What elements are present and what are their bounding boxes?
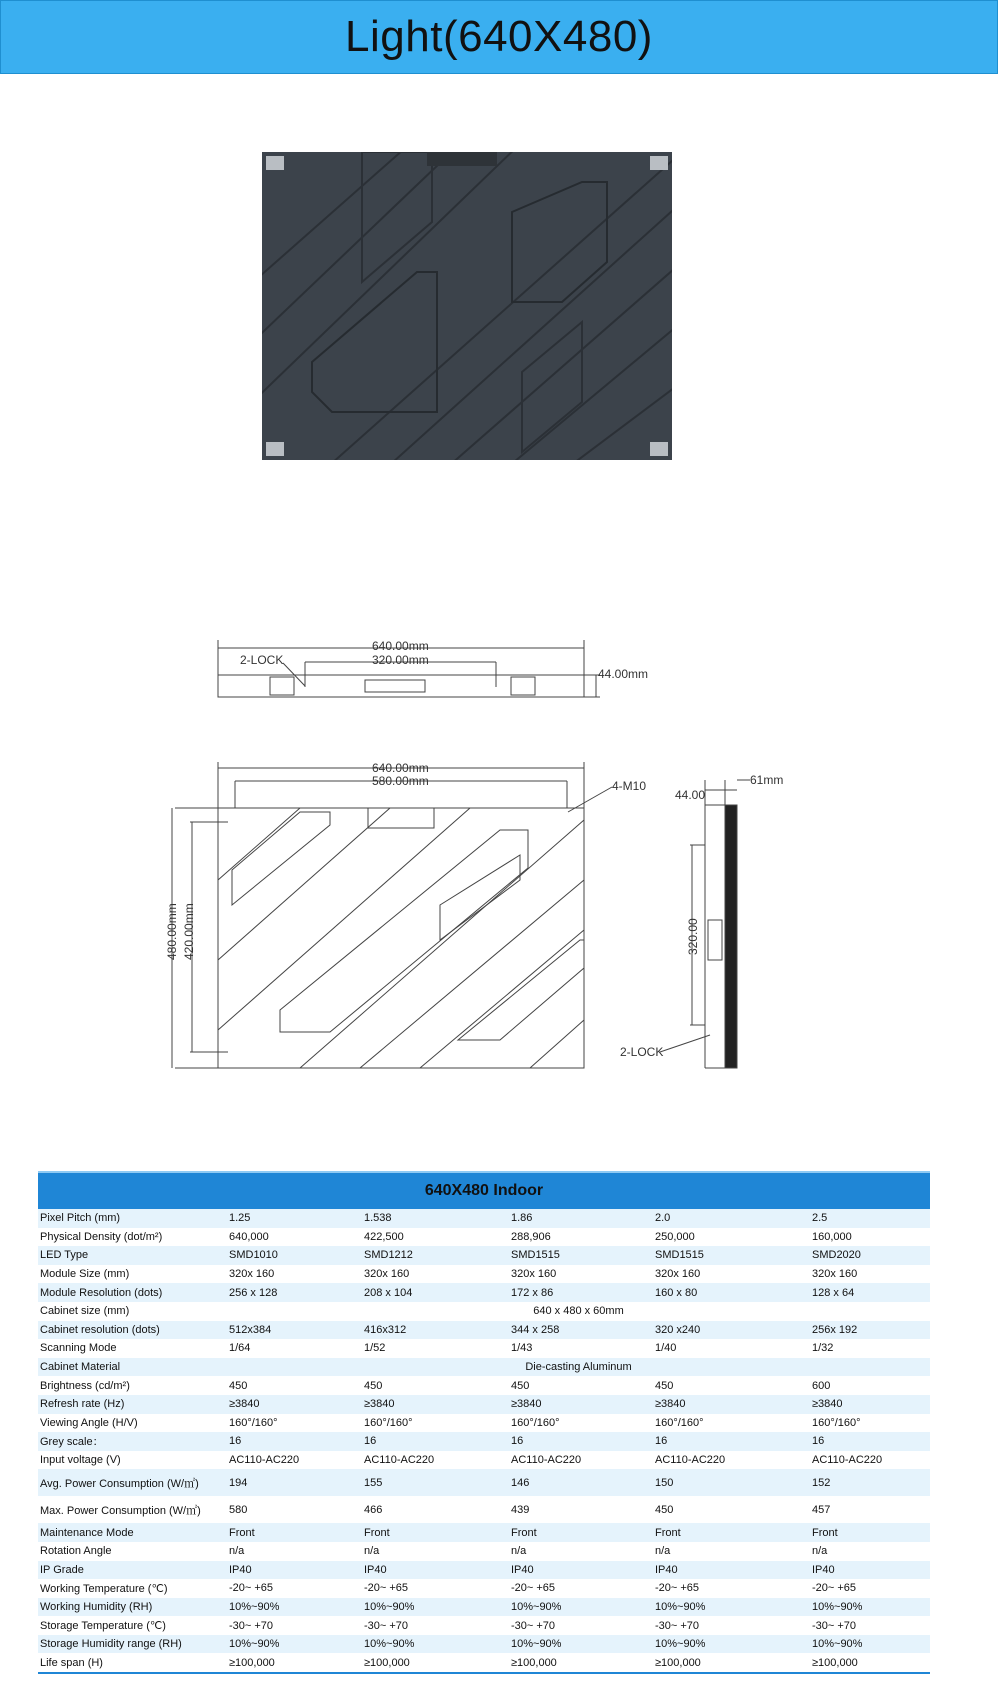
spec-label: Storage Temperature (℃) bbox=[38, 1616, 227, 1635]
spec-value: 16 bbox=[227, 1432, 362, 1451]
spec-value: 1.25 bbox=[227, 1209, 362, 1228]
spec-value: 152 bbox=[810, 1469, 930, 1496]
spec-label: IP Grade bbox=[38, 1561, 227, 1580]
spec-value: 10%~90% bbox=[810, 1598, 930, 1617]
spec-label: Maintenance Mode bbox=[38, 1523, 227, 1542]
spec-row bbox=[38, 1358, 930, 1377]
spec-value: 155 bbox=[362, 1469, 509, 1496]
spec-value: 256 x 128 bbox=[227, 1283, 362, 1302]
spec-label: Grey scale： bbox=[38, 1432, 227, 1451]
spec-label: Cabinet resolution (dots) bbox=[38, 1321, 227, 1340]
spec-row bbox=[38, 1496, 930, 1523]
spec-row bbox=[38, 1561, 930, 1580]
spec-row bbox=[38, 1635, 930, 1654]
spec-row bbox=[38, 1451, 930, 1470]
spec-value: 150 bbox=[653, 1469, 810, 1496]
spec-value: 160°/160° bbox=[227, 1414, 362, 1433]
spec-value: 10%~90% bbox=[509, 1598, 653, 1617]
spec-value: 10%~90% bbox=[810, 1635, 930, 1654]
spec-value: ≥100,000 bbox=[810, 1653, 930, 1673]
spec-value: -30~ +70 bbox=[509, 1616, 653, 1635]
spec-row bbox=[38, 1653, 930, 1673]
spec-value: IP40 bbox=[653, 1561, 810, 1580]
spec-value: 457 bbox=[810, 1496, 930, 1523]
spec-value: 450 bbox=[509, 1376, 653, 1395]
top-depth-dimension: 44.00mm bbox=[598, 667, 649, 681]
spec-label: Pixel Pitch (mm) bbox=[38, 1209, 227, 1228]
spec-value: SMD2020 bbox=[810, 1246, 930, 1265]
bolt-label: 4-M10 bbox=[612, 779, 647, 793]
page-title: Light(640X480) bbox=[345, 12, 653, 61]
spec-value: 1.86 bbox=[509, 1209, 653, 1228]
spec-value: 16 bbox=[653, 1432, 810, 1451]
spec-row bbox=[38, 1283, 930, 1302]
top-pitch-dimension: 320.00mm bbox=[372, 653, 429, 667]
side-total-dimension: 61mm bbox=[750, 773, 784, 787]
spec-value: ≥3840 bbox=[227, 1395, 362, 1414]
spec-label: Life span (H) bbox=[38, 1653, 227, 1673]
spec-row bbox=[38, 1339, 930, 1358]
spec-row bbox=[38, 1265, 930, 1284]
spec-value: ≥100,000 bbox=[362, 1653, 509, 1673]
spec-value: 450 bbox=[653, 1376, 810, 1395]
spec-value: 450 bbox=[653, 1496, 810, 1523]
spec-label: Module Size (mm) bbox=[38, 1265, 227, 1284]
spec-value: IP40 bbox=[810, 1561, 930, 1580]
spec-value: 1/40 bbox=[653, 1339, 810, 1358]
spec-value: SMD1515 bbox=[653, 1246, 810, 1265]
spec-value: Front bbox=[362, 1523, 509, 1542]
spec-value: 320x 160 bbox=[362, 1265, 509, 1284]
spec-label: Module Resolution (dots) bbox=[38, 1283, 227, 1302]
spec-value: -20~ +65 bbox=[362, 1579, 509, 1598]
spec-value: Die-casting Aluminum bbox=[227, 1358, 930, 1377]
spec-value: 10%~90% bbox=[362, 1598, 509, 1617]
spec-value: 320x 160 bbox=[227, 1265, 362, 1284]
spec-value: 1/43 bbox=[509, 1339, 653, 1358]
spec-value: 1/32 bbox=[810, 1339, 930, 1358]
main-width-dimension: 640.00mm bbox=[372, 761, 429, 775]
spec-value: 320x 160 bbox=[810, 1265, 930, 1284]
spec-value: 288,906 bbox=[509, 1228, 653, 1247]
spec-value: 320 x240 bbox=[653, 1321, 810, 1340]
spec-label: Scanning Mode bbox=[38, 1339, 227, 1358]
spec-value: -20~ +65 bbox=[653, 1579, 810, 1598]
spec-row bbox=[38, 1321, 930, 1340]
spec-value: 580 bbox=[227, 1496, 362, 1523]
spec-value: IP40 bbox=[509, 1561, 653, 1580]
spec-label: Viewing Angle (H/V) bbox=[38, 1414, 227, 1433]
spec-value: 2.5 bbox=[810, 1209, 930, 1228]
spec-value: 172 x 86 bbox=[509, 1283, 653, 1302]
cabinet-photo bbox=[262, 152, 672, 460]
main-inner-width-dimension: 580.00mm bbox=[372, 774, 429, 788]
spec-value: 512x384 bbox=[227, 1321, 362, 1340]
spec-label: Avg. Power Consumption (W/㎡) bbox=[38, 1469, 227, 1496]
spec-value: ≥100,000 bbox=[509, 1653, 653, 1673]
spec-value: 128 x 64 bbox=[810, 1283, 930, 1302]
spec-value: -20~ +65 bbox=[810, 1579, 930, 1598]
spec-value: Front bbox=[810, 1523, 930, 1542]
main-height-dimension: 480.00mm bbox=[165, 903, 179, 960]
spec-value: AC110-AC220 bbox=[362, 1451, 509, 1470]
spec-table-title: 640X480 Indoor bbox=[38, 1172, 930, 1209]
spec-value: 10%~90% bbox=[509, 1635, 653, 1654]
spec-label: Physical Density (dot/m²) bbox=[38, 1228, 227, 1247]
spec-value: 194 bbox=[227, 1469, 362, 1496]
spec-value: 160°/160° bbox=[362, 1414, 509, 1433]
spec-label: Brightness (cd/m²) bbox=[38, 1376, 227, 1395]
spec-value: 1/64 bbox=[227, 1339, 362, 1358]
spec-value: 600 bbox=[810, 1376, 930, 1395]
spec-row bbox=[38, 1302, 930, 1321]
header-bar bbox=[0, 0, 998, 74]
spec-value: 450 bbox=[227, 1376, 362, 1395]
spec-table bbox=[38, 1171, 930, 1674]
spec-value: n/a bbox=[227, 1542, 362, 1561]
spec-value: 2.0 bbox=[653, 1209, 810, 1228]
spec-row bbox=[38, 1246, 930, 1265]
spec-row bbox=[38, 1395, 930, 1414]
spec-row bbox=[38, 1414, 930, 1433]
side-pitch-dimension: 320.00 bbox=[686, 918, 700, 955]
spec-value: 160°/160° bbox=[509, 1414, 653, 1433]
spec-value: 1.538 bbox=[362, 1209, 509, 1228]
spec-value: SMD1212 bbox=[362, 1246, 509, 1265]
spec-value: ≥3840 bbox=[509, 1395, 653, 1414]
spec-value: IP40 bbox=[362, 1561, 509, 1580]
spec-value: 422,500 bbox=[362, 1228, 509, 1247]
spec-value: ≥100,000 bbox=[227, 1653, 362, 1673]
spec-value: 160,000 bbox=[810, 1228, 930, 1247]
spec-value: n/a bbox=[653, 1542, 810, 1561]
spec-value: 208 x 104 bbox=[362, 1283, 509, 1302]
top-lock-label: 2-LOCK bbox=[240, 653, 284, 667]
spec-row bbox=[38, 1209, 930, 1228]
spec-label: Working Humidity (RH) bbox=[38, 1598, 227, 1617]
spec-label: LED Type bbox=[38, 1246, 227, 1265]
spec-value: ≥3840 bbox=[362, 1395, 509, 1414]
spec-row bbox=[38, 1469, 930, 1496]
spec-label: Refresh rate (Hz) bbox=[38, 1395, 227, 1414]
spec-value: 450 bbox=[362, 1376, 509, 1395]
spec-value: ≥3840 bbox=[653, 1395, 810, 1414]
spec-value: 10%~90% bbox=[362, 1635, 509, 1654]
spec-value: n/a bbox=[362, 1542, 509, 1561]
spec-value: AC110-AC220 bbox=[509, 1451, 653, 1470]
spec-value: 160 x 80 bbox=[653, 1283, 810, 1302]
spec-row bbox=[38, 1616, 930, 1635]
spec-value: 466 bbox=[362, 1496, 509, 1523]
spec-value: -30~ +70 bbox=[227, 1616, 362, 1635]
spec-value: 160°/160° bbox=[810, 1414, 930, 1433]
spec-value: 16 bbox=[509, 1432, 653, 1451]
spec-value: ≥100,000 bbox=[653, 1653, 810, 1673]
spec-value: 10%~90% bbox=[227, 1635, 362, 1654]
spec-label: Cabinet size (mm) bbox=[38, 1302, 227, 1321]
spec-value: -30~ +70 bbox=[653, 1616, 810, 1635]
spec-value: -30~ +70 bbox=[362, 1616, 509, 1635]
spec-row bbox=[38, 1542, 930, 1561]
spec-row bbox=[38, 1598, 930, 1617]
spec-value: Front bbox=[509, 1523, 653, 1542]
side-depth-dimension: 44.00 bbox=[675, 788, 706, 802]
spec-value: 16 bbox=[362, 1432, 509, 1451]
spec-row bbox=[38, 1376, 930, 1395]
spec-value: 320x 160 bbox=[653, 1265, 810, 1284]
spec-value: Front bbox=[653, 1523, 810, 1542]
spec-value: 320x 160 bbox=[509, 1265, 653, 1284]
side-lock-label: 2-LOCK bbox=[620, 1045, 664, 1059]
spec-row bbox=[38, 1579, 930, 1598]
spec-value: 10%~90% bbox=[227, 1598, 362, 1617]
spec-value: 10%~90% bbox=[653, 1598, 810, 1617]
spec-label: Working Temperature (℃) bbox=[38, 1579, 227, 1598]
spec-value: 344 x 258 bbox=[509, 1321, 653, 1340]
spec-value: 1/52 bbox=[362, 1339, 509, 1358]
spec-value: 10%~90% bbox=[653, 1635, 810, 1654]
spec-value: ≥3840 bbox=[810, 1395, 930, 1414]
spec-row bbox=[38, 1523, 930, 1542]
spec-label: Max. Power Consumption (W/㎡) bbox=[38, 1496, 227, 1523]
spec-value: Front bbox=[227, 1523, 362, 1542]
spec-row bbox=[38, 1432, 930, 1451]
spec-label: Rotation Angle bbox=[38, 1542, 227, 1561]
spec-value: SMD1515 bbox=[509, 1246, 653, 1265]
spec-value: 439 bbox=[509, 1496, 653, 1523]
spec-row bbox=[38, 1228, 930, 1247]
spec-value: -20~ +65 bbox=[509, 1579, 653, 1598]
spec-value: AC110-AC220 bbox=[227, 1451, 362, 1470]
spec-value: -30~ +70 bbox=[810, 1616, 930, 1635]
spec-value: 146 bbox=[509, 1469, 653, 1496]
spec-value: 16 bbox=[810, 1432, 930, 1451]
main-inner-height-dimension: 420.00mm bbox=[182, 903, 196, 960]
spec-value: n/a bbox=[810, 1542, 930, 1561]
spec-value: 160°/160° bbox=[653, 1414, 810, 1433]
spec-value: SMD1010 bbox=[227, 1246, 362, 1265]
top-width-dimension: 640.00mm bbox=[372, 639, 429, 653]
spec-value: 640 x 480 x 60mm bbox=[227, 1302, 930, 1321]
spec-value: -20~ +65 bbox=[227, 1579, 362, 1598]
spec-value: 256x 192 bbox=[810, 1321, 930, 1340]
spec-value: IP40 bbox=[227, 1561, 362, 1580]
spec-value: 250,000 bbox=[653, 1228, 810, 1247]
spec-value: 416x312 bbox=[362, 1321, 509, 1340]
spec-value: n/a bbox=[509, 1542, 653, 1561]
spec-value: 640,000 bbox=[227, 1228, 362, 1247]
spec-label: Storage Humidity range (RH) bbox=[38, 1635, 227, 1654]
spec-value: AC110-AC220 bbox=[653, 1451, 810, 1470]
spec-label: Input voltage (V) bbox=[38, 1451, 227, 1470]
spec-label: Cabinet Material bbox=[38, 1358, 227, 1377]
spec-value: AC110-AC220 bbox=[810, 1451, 930, 1470]
